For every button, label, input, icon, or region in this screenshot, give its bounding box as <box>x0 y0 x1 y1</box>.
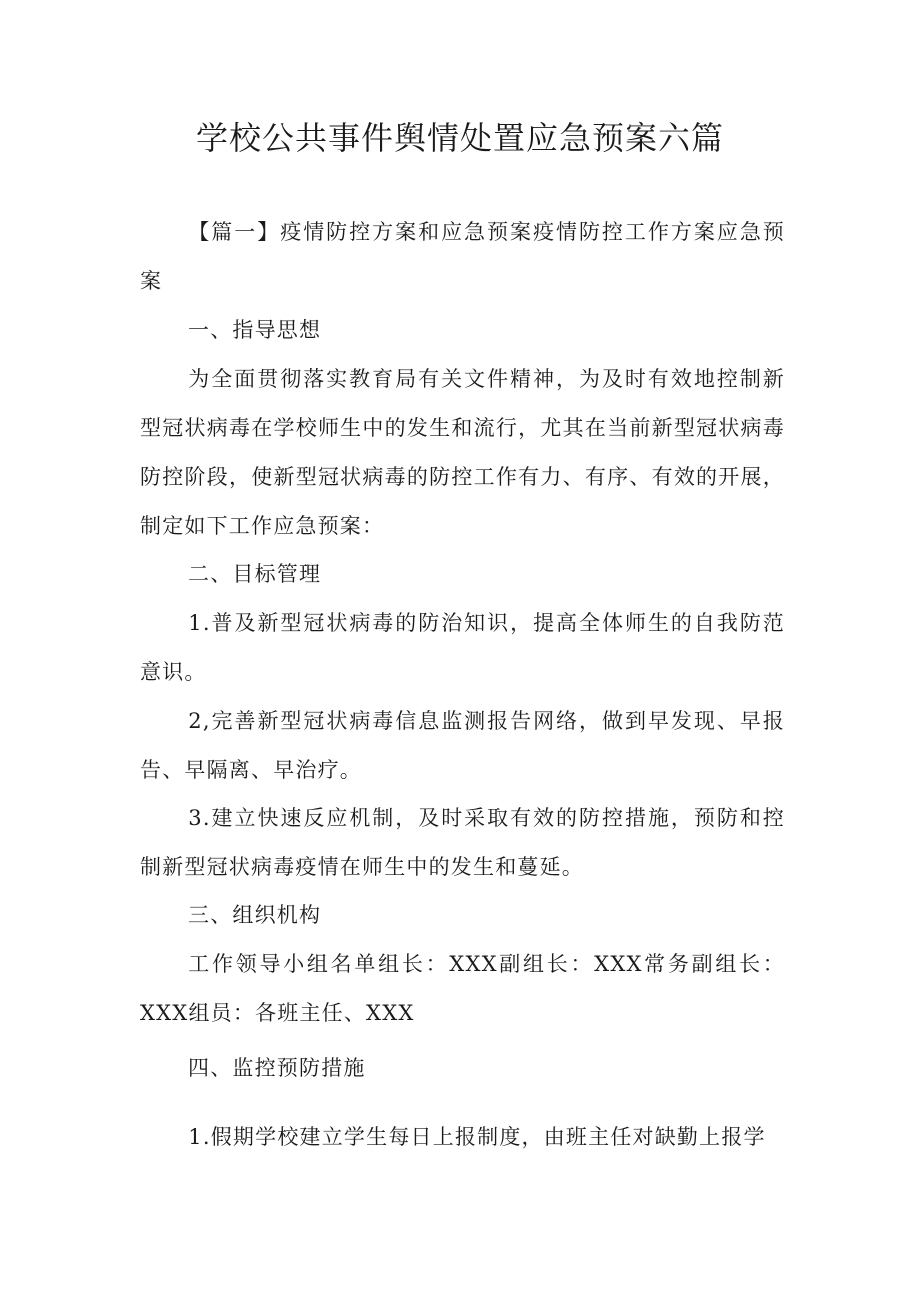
document-title: 学校公共事件舆情处置应急预案六篇 <box>195 119 724 157</box>
heading-organization: 三、组织机构 <box>188 903 322 927</box>
heading-monitoring-prevention: 四、监控预防措施 <box>188 1056 366 1080</box>
heading-target-management: 二、目标管理 <box>188 562 322 586</box>
list-item-3: 3.建立快速反应机制，及时采取有效的防控措施，预防和控制新型冠状病毒疫情在师生中的发生和蔓延。 <box>140 806 785 879</box>
section-heading: 【篇一】疫情防控方案和应急预案疫情防控工作方案应急预案 <box>140 220 785 293</box>
paragraph-organization: 工作领导小组名单组长：XXX副组长：XXX常务副组长：XXX组员：各班主任、XXX <box>140 952 785 1025</box>
list-item-1: 1.普及新型冠状病毒的防治知识，提高全体师生的自我防范意识。 <box>140 611 785 684</box>
list-item-4: 1.假期学校建立学生每日上报制度，由班主任对缺勤上报学 <box>188 1125 766 1149</box>
list-item-2: 2,完善新型冠状病毒信息监测报告网络，做到早发现、早报告、早隔离、早治疗。 <box>140 709 785 782</box>
paragraph-guiding-ideology: 为全面贯彻落实教育局有关文件精神，为及时有效地控制新型冠状病毒在学校师生中的发生和流行，尤其在当前新型冠状病毒防控阶段，使新型冠状病毒的防控工作有力、有序、有效的开展，制定如下工作应急预案： <box>140 367 785 538</box>
heading-guiding-ideology: 一、指导思想 <box>188 318 322 342</box>
